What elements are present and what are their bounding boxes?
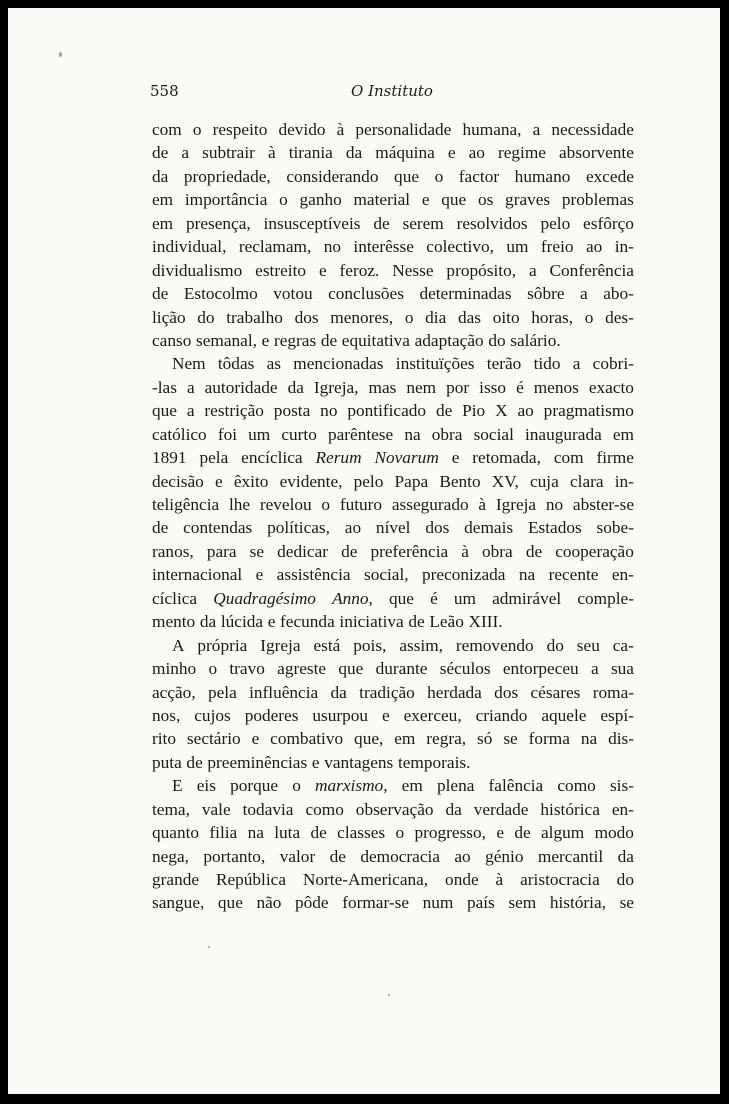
text-line: rito sectário e combativo que, em regra, só se forma na dis- [152, 729, 634, 749]
text-line: acção, pela influência da tradição herdada dos césares roma- [152, 682, 634, 702]
text-line: quanto filia na luta de classes o progresso, e de algum modo [152, 823, 634, 843]
paragraph [152, 634, 634, 775]
text-line: católico foi um curto parêntese na obra social inaugurada em [152, 424, 634, 444]
text-line: lição do trabalho dos menores, o dia das oito horas, o des- [152, 307, 634, 327]
ink-speck [208, 946, 210, 948]
text-line: cíclica Quadragésimo Anno, que é um admirável comple- [152, 588, 634, 608]
text-line: 1891 pela encíclica Rerum Novarum e retomada, com firme [152, 448, 634, 468]
text-line: em importância o ganho material e que os graves problemas [152, 190, 634, 210]
text-line: que a restrição posta no pontificado de Pio X ao pragmatismo [152, 401, 634, 421]
text-line: ranos, para se dedicar de preferência à obra de cooperação [152, 541, 634, 561]
ink-speck [59, 52, 62, 57]
text-line: decisão e êxito evidente, pelo Papa Bento XV, cuja clara in- [152, 471, 634, 491]
text-line: dividualismo estreito e feroz. Nesse propósito, a Conferência [152, 260, 634, 280]
page-number: 558 [150, 82, 179, 100]
text-line: A própria Igreja está pois, assim, removendo do seu ca- [172, 635, 634, 655]
ink-speck [388, 994, 390, 996]
text-line: da propriedade, considerando que o factor humano excede [152, 166, 634, 186]
text-line: canso semanal, e regras de equitativa adaptação do salário. [152, 330, 561, 350]
page-header [150, 82, 634, 106]
book-page [8, 8, 720, 1094]
text-line: de Estocolmo votou conclusões determinadas sôbre a abo- [152, 284, 634, 304]
paragraph [152, 774, 634, 915]
text-line: tema, vale todavia como observação da verdade histórica en- [152, 799, 634, 819]
text-line: sangue, que não pôde formar-se num país sem história, se [152, 893, 634, 913]
text-line: teligência lhe revelou o futuro assegurado à Igreja no abster-se [152, 495, 634, 514]
body-text [152, 118, 634, 915]
text-line: E eis porque o marxismo, em plena falência como sis- [172, 776, 634, 796]
running-title: O Instituto [351, 82, 433, 100]
text-line: nos, cujos poderes usurpou e exerceu, criando aquele espí- [152, 705, 634, 725]
text-line: em presença, insusceptíveis de serem resolvidos pelo esfôrço [152, 213, 634, 233]
text-line: nega, portanto, valor de democracia ao génio mercantil da [152, 846, 634, 866]
paragraph [152, 118, 634, 352]
text-line: internacional e assistência social, preconizada na recente en- [152, 565, 634, 585]
text-line: minho o travo agreste que durante séculos entorpeceu a sua [152, 659, 634, 679]
text-line: de contendas políticas, ao nível dos demais Estados sobe- [152, 518, 634, 538]
text-line: individual, reclamam, no interêsse colectivo, um freio ao in- [152, 237, 634, 257]
text-line: grande República Norte-Americana, onde à aristocracia do [152, 870, 634, 889]
text-line: puta de preeminências e vantagens temporais. [152, 752, 471, 772]
text-line: com o respeito devido à personalidade humana, a necessidade [152, 120, 634, 139]
paragraph [152, 352, 634, 633]
text-line: mento da lúcida e fecunda iniciativa de Leão XIII. [152, 612, 503, 632]
text-line: de a subtrair à tirania da máquina e ao regime absorvente [152, 143, 634, 163]
text-line: Nem tôdas as mencionadas instituïções terão tido a cobri- [172, 354, 634, 374]
text-line: -las a autoridade da Igreja, mas nem por isso é menos exacto [152, 377, 634, 397]
